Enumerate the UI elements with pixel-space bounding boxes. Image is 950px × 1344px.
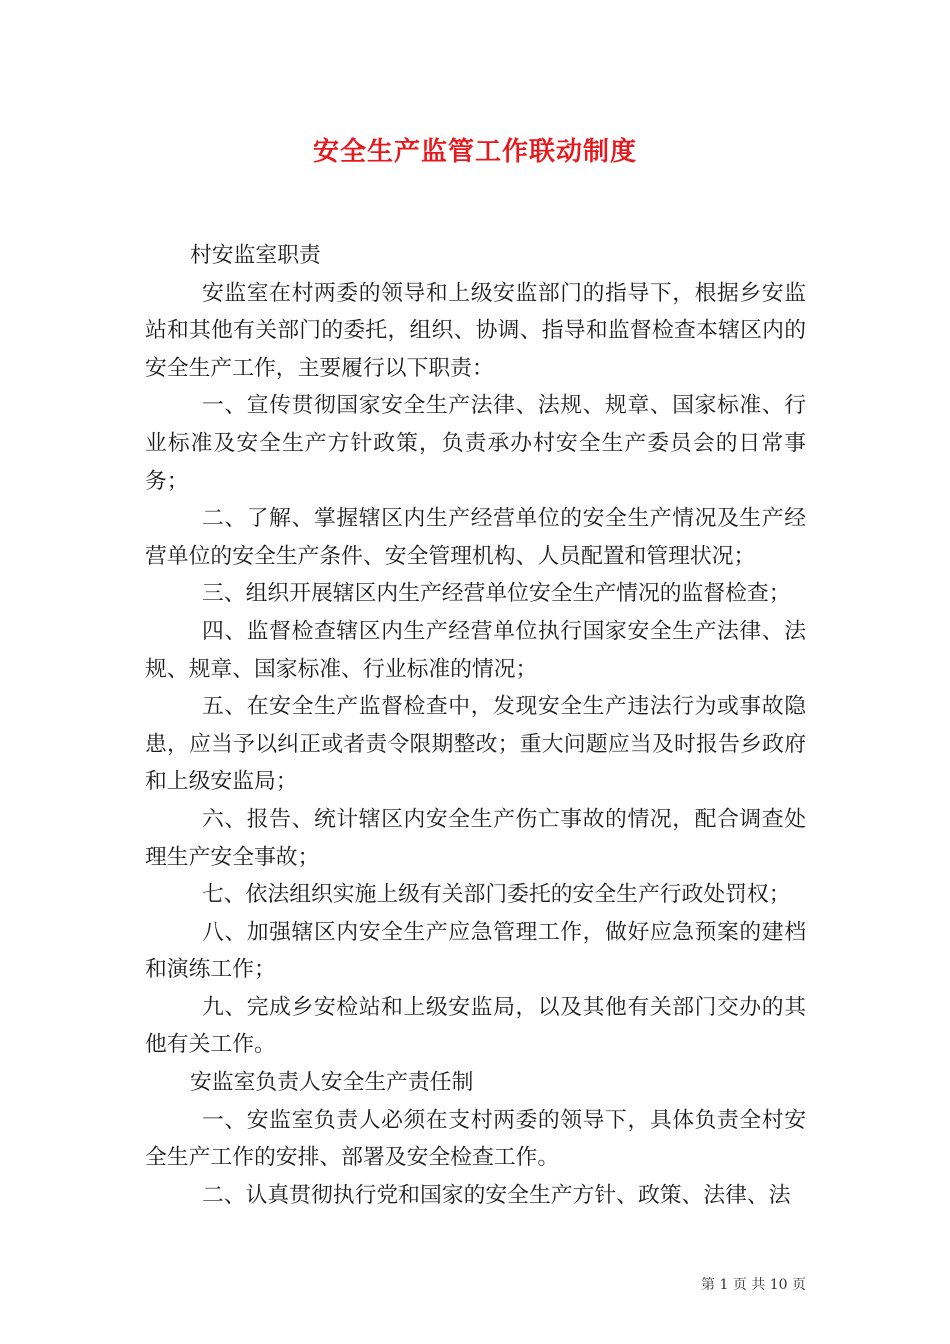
section-heading: 村安监室职责 <box>190 243 321 268</box>
paragraph: 五、在安全生产监督检查中，发现安全生产违法行为或事故隐患，应当予以纠正或者责令限期整改；重大问题应当及时报告乡政府和上级安监局； <box>145 694 806 795</box>
paragraph: 四、监督检查辖区内生产经营单位执行国家安全生产法律、法规、规章、国家标准、行业标准的情况； <box>145 618 806 682</box>
paragraph: 六、报告、统计辖区内安全生产伤亡事故的情况，配合调查处理生产安全事故； <box>145 806 806 870</box>
paragraph: 一、安监室负责人必须在支村两委的领导下，具体负责全村安全生产工作的安排、部署及安全检查工作。 <box>145 1107 806 1171</box>
paragraph: 九、完成乡安检站和上级安监局，以及其他有关部门交办的其他有关工作。 <box>145 994 806 1058</box>
document-title: 安全生产监管工作联动制度 <box>312 137 637 167</box>
document-body <box>145 237 806 1214</box>
paragraph: 一、宣传贯彻国家安全生产法律、法规、规章、国家标准、行业标准及安全生产方针政策，负责承办村安全生产委员会的日常事务； <box>145 393 806 494</box>
paragraph: 八、加强辖区内安全生产应急管理工作，做好应急预案的建档和演练工作； <box>145 919 806 983</box>
paragraph: 七、依法组织实施上级有关部门委托的安全生产行政处罚权； <box>202 882 791 908</box>
page-number: 第 1 页 共 10 页 <box>701 1277 806 1293</box>
paragraph: 二、了解、掌握辖区内生产经营单位的安全生产情况及生产经营单位的安全生产条件、安全管理机构、人员配置和管理状况； <box>145 506 806 569</box>
paragraph: 二、认真贯彻执行党和国家的安全生产方针、政策、法律、法 <box>202 1182 791 1208</box>
paragraph: 安监室在村两委的领导和上级安监部门的指导下，根据乡安监站和其他有关部门的委托，组织、协调、指导和监督检查本辖区内的安全生产工作，主要履行以下职责： <box>145 280 806 381</box>
section-heading: 安监室负责人安全生产责任制 <box>190 1070 474 1096</box>
paragraph: 三、组织开展辖区内生产经营单位安全生产情况的监督检查； <box>202 581 791 607</box>
